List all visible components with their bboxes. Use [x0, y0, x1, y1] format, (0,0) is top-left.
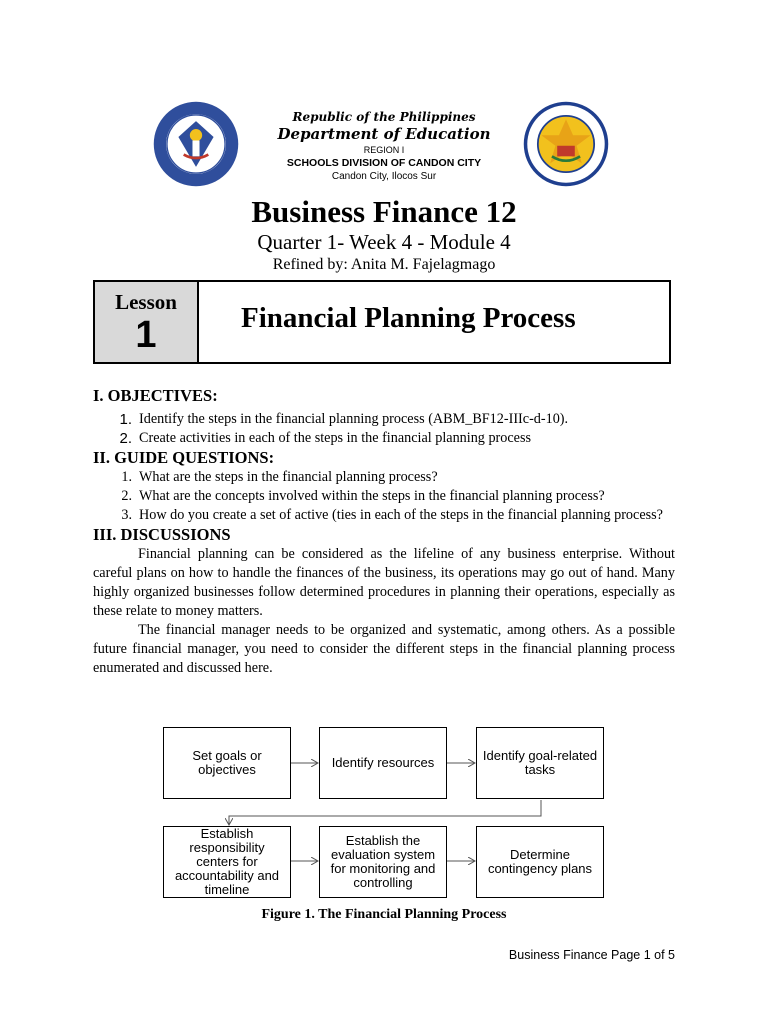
discussions-heading: III. DISCUSSIONS — [93, 525, 231, 544]
objectives-heading: I. OBJECTIVES: — [93, 386, 218, 405]
discussion-paragraph: The financial manager needs to be organized and systematic, among others. As a possible future financial manager, you need to consider the different steps in the financial planning process enumerated and discussed here. — [93, 622, 675, 676]
item-number: 2. — [119, 430, 132, 447]
figure-caption: Figure 1. The Financial Planning Process — [261, 907, 507, 922]
lesson-title-cell — [199, 282, 669, 362]
division-line: SCHOOLS DIVISION OF CANDON CITY — [286, 157, 482, 169]
department-line: Department of Education — [277, 125, 491, 143]
city-line: Candon City, Ilocos Sur — [331, 171, 437, 182]
question-item — [93, 506, 675, 525]
step-contingency-plans: Determine contingency plans — [476, 826, 604, 898]
item-number: 3. — [121, 507, 132, 523]
step-responsibility-centers: Establish responsibility centers for accountability and timeline — [163, 826, 291, 898]
step-evaluation-system: Establish the evaluation system for monitoring and controlling — [319, 826, 447, 898]
document-title: Business Finance 12 — [251, 194, 517, 229]
item-number: 1. — [119, 411, 132, 428]
step-identify-tasks: Identify goal-related tasks — [476, 727, 604, 799]
lesson-number: 1 — [135, 314, 157, 356]
item-text: What are the concepts involved within the steps in the financial planning process? — [139, 488, 605, 504]
page-footer: Business Finance Page 1 of 5 — [508, 948, 675, 962]
item-text: Create activities in each of the steps in the financial planning process — [139, 430, 531, 446]
guide-questions-list — [93, 468, 675, 525]
question-item — [93, 487, 675, 506]
document-subtitle: Quarter 1- Week 4 - Module 4 — [257, 230, 511, 254]
lesson-content — [93, 386, 675, 678]
republic-line: Republic of the Philippines — [292, 110, 476, 124]
step-set-goals: Set goals or objectives — [163, 727, 291, 799]
item-text: Identify the steps in the financial planning process (ABM_BF12-IIIc-d-10). — [139, 411, 569, 427]
objective-item — [93, 410, 675, 429]
letterhead — [234, 109, 534, 183]
item-number: 1. — [121, 469, 132, 485]
item-number: 2. — [121, 488, 132, 504]
discussion-paragraph: Financial planning can be considered as the lifeline of any business enterprise. Without careful plans on how to handle the finances of the business, its operations may go out of hand. Many highly organized businesses follow determined procedures in planning their operations, especially as these relate to money matters. — [93, 546, 675, 619]
division-seal-logo — [522, 100, 610, 188]
lesson-box — [93, 280, 671, 364]
deped-seal-logo — [152, 100, 240, 188]
refined-by: Refined by: Anita M. Fajelagmago — [272, 256, 496, 273]
arrow-3-4 — [229, 800, 541, 825]
item-text: How do you create a set of active (ties in each of the steps in the financial planning process? — [139, 507, 663, 523]
question-item — [93, 468, 675, 487]
lesson-label: Lesson — [115, 290, 177, 314]
item-text: What are the steps in the financial planning process? — [139, 469, 438, 485]
guide-questions-heading: II. GUIDE QUESTIONS: — [93, 448, 275, 467]
step-identify-resources: Identify resources — [319, 727, 447, 799]
lesson-title: Financial Planning Process — [241, 302, 576, 334]
objective-item — [93, 429, 675, 448]
objectives-list — [93, 410, 675, 448]
region-line: REGION I — [363, 145, 405, 155]
lesson-number-cell — [95, 282, 199, 362]
